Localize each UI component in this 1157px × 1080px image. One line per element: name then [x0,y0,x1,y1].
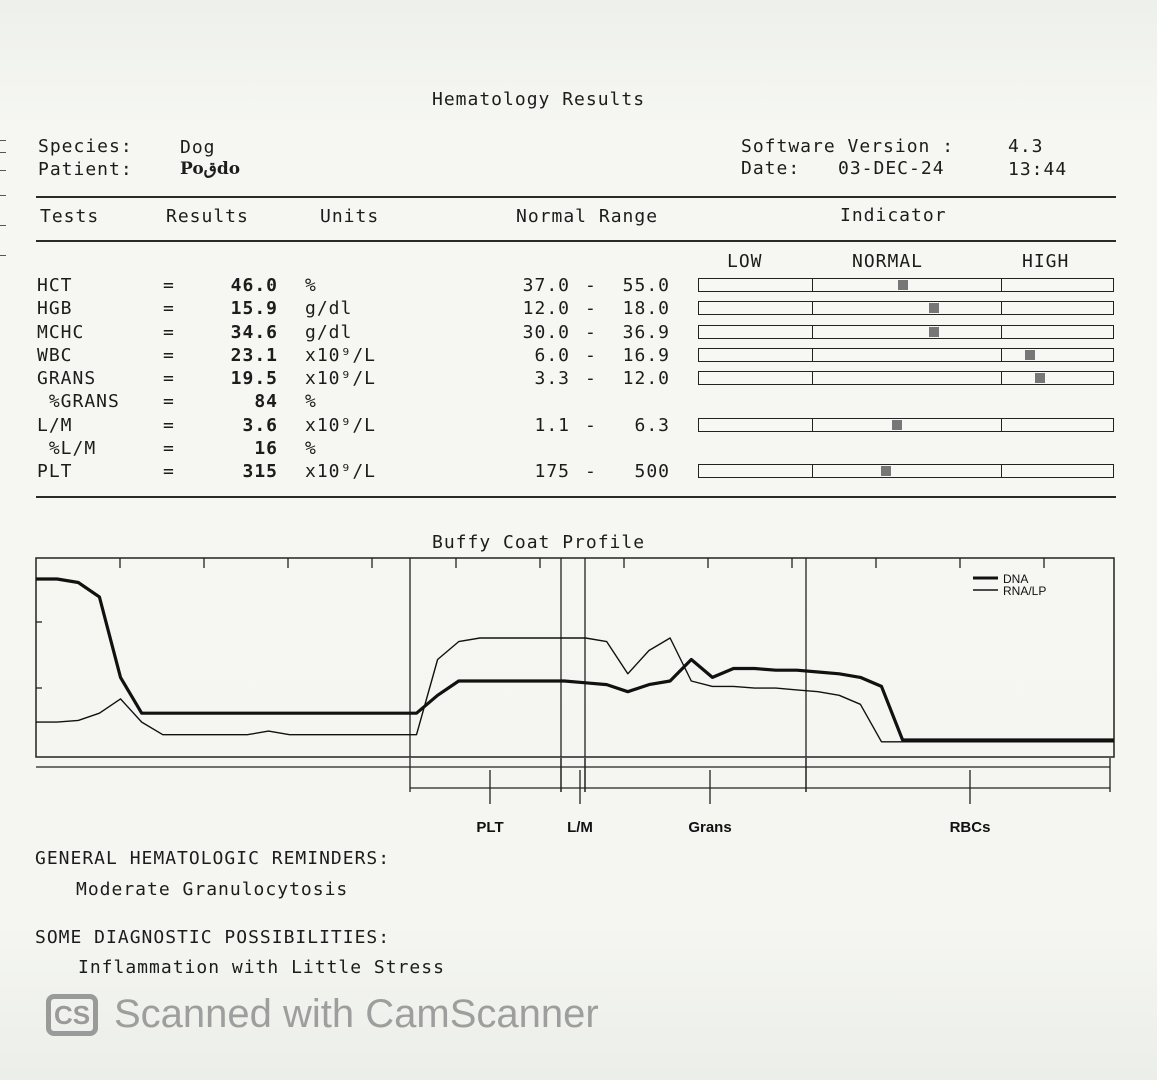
test-name: GRANS [37,368,97,389]
camscanner-logo: CS [46,994,98,1036]
range-low: 6.0 [534,345,570,366]
equals-sign: = [163,368,175,389]
unit: g/dl [305,322,353,343]
report-title: Hematology Results [432,89,646,110]
header-results: Results [166,206,249,227]
legend-label: RNA/LP [1003,584,1047,598]
zone-label: PLT [476,819,504,836]
equals-sign: = [163,322,175,343]
range-dash: - [585,275,597,296]
zone-label: L/M [567,819,593,836]
unit: g/dl [305,298,353,319]
unit: x10⁹/L [305,345,377,366]
legend-label: DNA [1003,572,1029,586]
test-name: HCT [37,275,73,296]
test-name: WBC [37,345,73,366]
equals-sign: = [163,415,175,436]
test-name: PLT [37,461,73,482]
result-value: 19.5 [230,368,278,389]
header-units: Units [320,206,380,227]
range-dash: - [585,415,597,436]
chart-frame [36,558,1114,757]
indicator-low-label: LOW [727,251,763,272]
range-dash: - [585,345,597,366]
equals-sign: = [163,391,175,412]
equals-sign: = [163,298,175,319]
test-name: %GRANS [37,391,120,412]
species-value: Dog [180,137,216,158]
result-value: 34.6 [230,322,278,343]
unit: % [305,391,317,412]
range-low: 30.0 [522,322,570,343]
time-value: 13:44 [1008,159,1068,180]
result-value: 315 [242,461,278,482]
equals-sign: = [163,461,175,482]
range-low: 12.0 [522,298,570,319]
possibilities-text: Inflammation with Little Stress [78,957,445,978]
header-indicator: Indicator [840,205,947,226]
header-tests: Tests [40,206,100,227]
reminders-heading: GENERAL HEMATOLOGIC REMINDERS: [35,848,391,869]
date-label: Date: [741,158,801,179]
unit: % [305,275,317,296]
range-dash: - [585,298,597,319]
test-name: L/M [37,415,73,436]
result-value: 84 [254,391,278,412]
unit: x10⁹/L [305,415,377,436]
equals-sign: = [163,345,175,366]
header-range: Normal Range [516,206,659,227]
result-value: 46.0 [230,275,278,296]
unit: x10⁹/L [305,461,377,482]
range-high: 500 [634,461,670,482]
range-low: 3.3 [534,368,570,389]
result-value: 3.6 [242,415,278,436]
date-value: 03-DEC-24 [838,158,945,179]
result-value: 16 [254,438,278,459]
result-value: 15.9 [230,298,278,319]
range-low: 37.0 [522,275,570,296]
range-dash: - [585,461,597,482]
equals-sign: = [163,275,175,296]
patient-label: Patient: [38,159,133,180]
zone-label: RBCs [949,819,991,836]
watermark-text: Scanned with CamScanner [114,992,599,1036]
range-high: 36.9 [622,322,670,343]
range-high: 18.0 [622,298,670,319]
indicator-normal-label: NORMAL [852,251,924,272]
range-dash: - [585,368,597,389]
series-line-rnalp [36,638,1114,742]
range-low: 1.1 [534,415,570,436]
species-label: Species: [38,136,133,157]
possibilities-heading: SOME DIAGNOSTIC POSSIBILITIES: [35,927,391,948]
software-version: 4.3 [1008,136,1044,157]
patient-value: Poقdo [180,159,241,179]
series-line-dna [36,579,1114,740]
range-dash: - [585,322,597,343]
equals-sign: = [163,438,175,459]
range-low: 175 [534,461,570,482]
test-name: MCHC [37,322,85,343]
range-high: 16.9 [622,345,670,366]
unit: % [305,438,317,459]
test-name: %L/M [37,438,97,459]
chart-title: Buffy Coat Profile [432,532,646,553]
result-value: 23.1 [230,345,278,366]
reminders-text: Moderate Granulocytosis [76,879,349,900]
range-high: 6.3 [634,415,670,436]
indicator-high-label: HIGH [1022,251,1070,272]
zone-label: Grans [688,819,732,836]
range-high: 12.0 [622,368,670,389]
test-name: HGB [37,298,73,319]
unit: x10⁹/L [305,368,377,389]
range-high: 55.0 [622,275,670,296]
software-label: Software Version : [741,136,955,157]
